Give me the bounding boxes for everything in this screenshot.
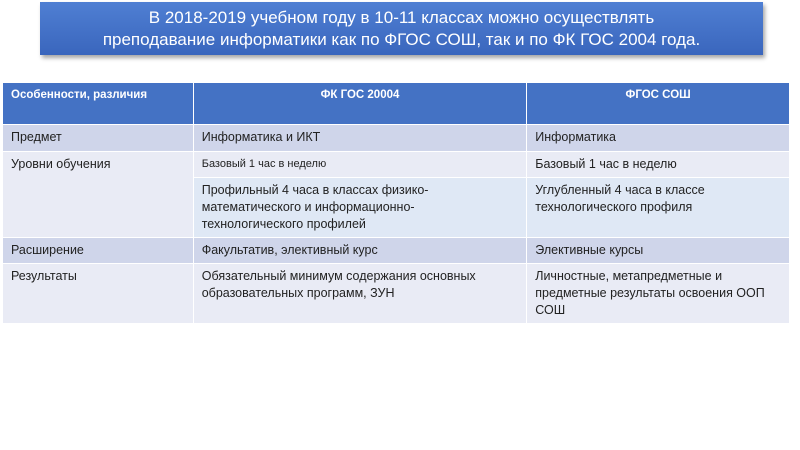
table-row: [3, 238, 790, 264]
fgos-cell: Элективные курсы: [527, 238, 790, 264]
comparison-table: [2, 82, 790, 324]
feature-cell: Результаты: [3, 264, 194, 324]
slide-title: [40, 2, 763, 55]
header-fgos: ФГОС СОШ: [527, 83, 790, 125]
fk-cell: Обязательный минимум содержания основных образовательных программ, ЗУН: [193, 264, 527, 324]
feature-cell: Уровни обучения: [3, 152, 194, 238]
feature-cell: Расширение: [3, 238, 194, 264]
fgos-cell: Личностные, метапредметные и предметные результаты освоения ООП СОШ: [527, 264, 790, 324]
feature-cell: Предмет: [3, 125, 194, 152]
fk-cell: Информатика и ИКТ: [193, 125, 527, 152]
slide-title-text: В 2018-2019 учебном году в 10-11 классах можно осуществлять преподавание информатики как по ФГОС СОШ, так и по ФК ГОС 2004 года.: [102, 7, 701, 49]
fk-cell: Факультатив, элективный курс: [193, 238, 527, 264]
header-fk-gos: ФК ГОС 20004: [193, 83, 527, 125]
fgos-cell: Углубленный 4 часа в классе технологического профиля: [527, 178, 790, 238]
fk-cell: Профильный 4 часа в классах физико-математического и информационно-технологического профилей: [193, 178, 527, 238]
table-row: [3, 264, 790, 324]
fgos-cell: Базовый 1 час в неделю: [527, 152, 790, 178]
table-row: [3, 152, 790, 178]
fk-cell: Базовый 1 час в неделю: [193, 152, 527, 178]
header-features: Особенности, различия: [3, 83, 194, 125]
fgos-cell: Информатика: [527, 125, 790, 152]
table-row: [3, 125, 790, 152]
table-header-row: [3, 83, 790, 125]
